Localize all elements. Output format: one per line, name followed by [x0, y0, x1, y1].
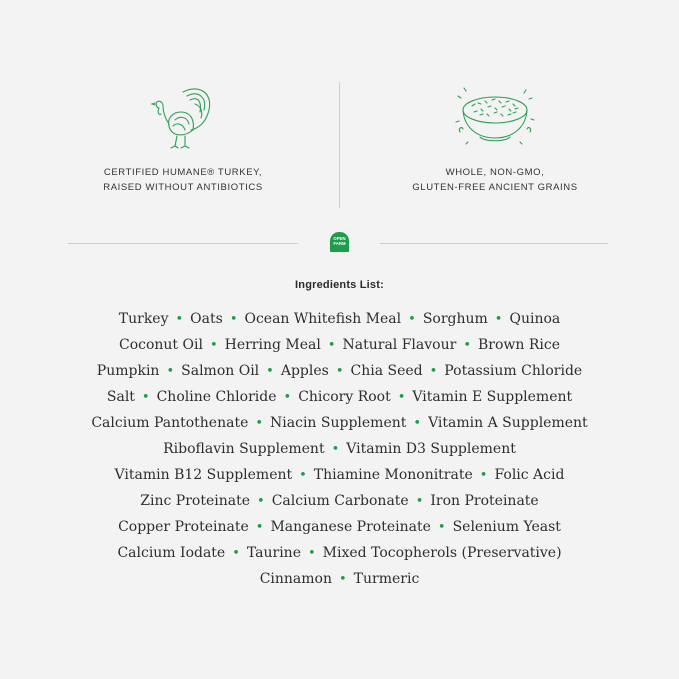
ingredient-line — [0, 413, 679, 439]
ingredient-item: Manganese Proteinate — [270, 519, 431, 535]
ingredient-line — [0, 309, 679, 335]
ingredient-line — [0, 387, 679, 413]
ingredient-item: Coconut Oil — [118, 337, 203, 353]
bullet-separator: • — [327, 338, 336, 353]
ingredient-item: Calcium Carbonate — [271, 493, 409, 509]
turkey-icon — [143, 82, 223, 152]
ingredient-item: Natural Flavour — [342, 337, 457, 353]
ingredient-item: Iron Proteinate — [430, 493, 539, 509]
bullet-separator: • — [437, 520, 446, 535]
ingredient-item: Chia Seed — [350, 363, 423, 379]
feature-grains — [370, 82, 620, 195]
horizontal-rule-right — [380, 243, 608, 244]
grain-bowl-icon — [450, 82, 540, 152]
ingredient-item: Chicory Root — [298, 389, 391, 405]
bullet-separator: • — [266, 364, 274, 379]
horizontal-rule-left — [68, 243, 298, 244]
logo-text-line: FARM — [333, 241, 346, 246]
ingredient-item: Herring Meal — [224, 337, 321, 353]
ingredient-item: Copper Proteinate — [118, 519, 249, 535]
bullet-separator: • — [413, 416, 422, 431]
ingredient-line — [0, 491, 679, 517]
bullet-separator: • — [229, 312, 238, 327]
ingredient-item: Salmon Oil — [181, 363, 260, 379]
ingredient-item: Turkey — [118, 311, 169, 327]
ingredient-line — [0, 335, 679, 361]
bullet-separator: • — [335, 364, 344, 379]
ingredient-item: Cinnamon — [259, 571, 332, 587]
ingredient-item: Niacin Supplement — [270, 415, 407, 431]
bullet-separator: • — [141, 390, 150, 405]
ingredient-line — [0, 361, 679, 387]
bullet-separator: • — [255, 416, 264, 431]
bullet-separator: • — [415, 494, 424, 509]
ingredient-item: Vitamin E Supplement — [412, 389, 573, 405]
ingredient-item: Zinc Proteinate — [140, 493, 251, 509]
ingredients-title: Ingredients List: — [295, 279, 384, 291]
bullet-separator: • — [166, 364, 175, 379]
open-farm-logo — [330, 232, 349, 252]
bullet-separator: • — [408, 312, 416, 327]
feature-caption — [370, 165, 620, 195]
caption-line: WHOLE, NON-GMO, — [445, 167, 545, 178]
ingredient-item: Vitamin A Supplement — [428, 415, 588, 431]
ingredients-list — [0, 309, 679, 595]
bullet-separator: • — [429, 364, 438, 379]
ingredient-line — [0, 465, 679, 491]
ingredient-item: Brown Rice — [477, 337, 560, 353]
ingredient-item: Pumpkin — [96, 363, 160, 379]
ingredient-item: Taurine — [246, 545, 301, 561]
ingredient-item: Calcium Pantothenate — [91, 415, 249, 431]
bullet-separator: • — [339, 572, 347, 587]
ingredient-item: Folic Acid — [494, 467, 565, 483]
ingredient-item: Potassium Chloride — [444, 363, 583, 379]
caption-line: CERTIFIED HUMANE® TURKEY, — [103, 167, 263, 178]
bullet-separator: • — [479, 468, 488, 483]
bullet-separator: • — [175, 312, 184, 327]
ingredient-line — [0, 517, 679, 543]
bullet-separator: • — [232, 546, 240, 561]
ingredient-item: Turmeric — [353, 571, 420, 587]
bullet-separator: • — [283, 390, 292, 405]
bullet-separator: • — [209, 338, 218, 353]
feature-turkey — [58, 82, 308, 195]
caption-line: RAISED WITHOUT ANTIBIOTICS — [103, 182, 263, 193]
logo-text-line: OPEN — [333, 236, 346, 241]
ingredient-item: Thiamine Mononitrate — [313, 467, 473, 483]
ingredient-item: Vitamin B12 Supplement — [114, 467, 293, 483]
bullet-separator: • — [307, 546, 316, 561]
bullet-separator: • — [299, 468, 307, 483]
bullet-separator: • — [397, 390, 406, 405]
ingredient-item: Ocean Whitefish Meal — [244, 311, 402, 327]
ingredient-item: Oats — [190, 311, 223, 327]
ingredient-item: Sorghum — [422, 311, 488, 327]
bullet-separator: • — [331, 442, 340, 457]
ingredient-line — [0, 543, 679, 569]
ingredient-item: Choline Chloride — [156, 389, 277, 405]
ingredient-line — [0, 439, 679, 465]
ingredient-item: Calcium Iodate — [117, 545, 226, 561]
ingredient-item: Riboflavin Supplement — [163, 441, 325, 457]
ingredient-item: Quinoa — [509, 311, 561, 327]
ingredient-item: Mixed Tocopherols (Preservative) — [322, 545, 562, 561]
bullet-separator: • — [255, 520, 264, 535]
vertical-divider — [339, 82, 340, 208]
ingredient-item: Salt — [106, 389, 135, 405]
caption-line: GLUTEN-FREE ANCIENT GRAINS — [412, 182, 578, 193]
ingredient-item: Apples — [280, 363, 329, 379]
bullet-separator: • — [494, 312, 503, 327]
ingredient-item: Vitamin D3 Supplement — [346, 441, 516, 457]
feature-caption — [58, 165, 308, 195]
ingredient-line — [0, 569, 679, 595]
bullet-separator: • — [463, 338, 471, 353]
bullet-separator: • — [257, 494, 265, 509]
ingredient-item: Selenium Yeast — [452, 519, 561, 535]
